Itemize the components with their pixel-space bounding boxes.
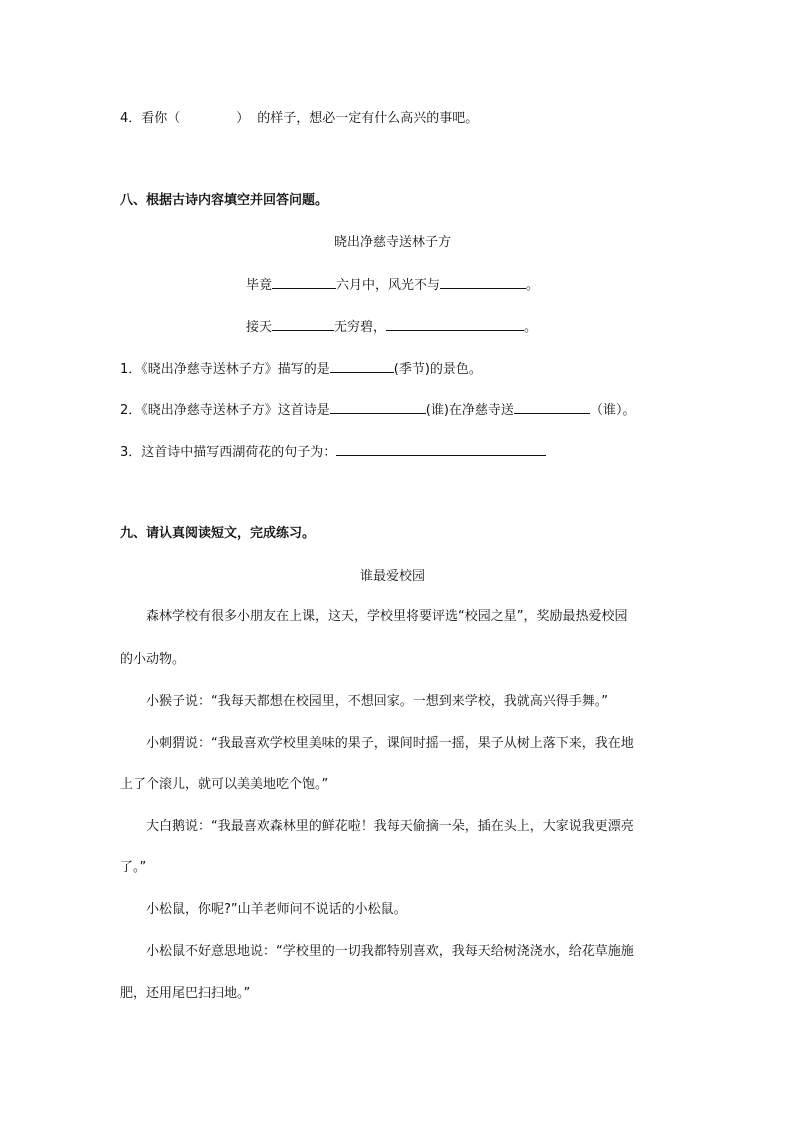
poem-line-2 <box>246 318 537 337</box>
q2-text-b: (谁)在净慈寺送 <box>425 403 514 418</box>
poem-line-1-end: 。 <box>526 278 540 293</box>
section-8-heading: 八、根据古诗内容填空并回答问题。 <box>120 193 329 208</box>
poem-line-2-b: 无穷碧， <box>334 320 387 335</box>
q1-text-b: (季节)的景色。 <box>393 362 482 377</box>
poem-title: 晓出净慈寺送林子方 <box>334 235 452 250</box>
q4-suffix: 的样子，想必一定有什么高兴的事吧。 <box>257 111 479 126</box>
q2-text-a: 2．《晓出净慈寺送林子方》这首诗是 <box>120 403 330 418</box>
story-p6-line2: 肥，还用尾巴扫扫地。” <box>120 986 251 1001</box>
q1-text-a: 1．《晓出净慈寺送林子方》描写的是 <box>120 362 330 377</box>
poem-line-2-a: 接天 <box>246 320 273 335</box>
blank-q2a[interactable] <box>330 401 426 414</box>
poem-line-1 <box>246 276 539 295</box>
story-p4-line2: 了。” <box>120 860 147 875</box>
story-p2: 小猴子说：“我每天都想在校园里，不想回家。一想到来学校，我就高兴得手舞。” <box>146 694 608 709</box>
q3-text-a: 3．这首诗中描写西湖荷花的句子为： <box>120 445 337 460</box>
blank-poem-2a[interactable] <box>272 318 334 331</box>
poem-line-1-b: 六月中，风光不与 <box>336 278 441 293</box>
q2-text-c: （谁）。 <box>589 403 636 418</box>
section-8-q2 <box>120 401 635 420</box>
story-p4-line1: 大白鹅说：“我最喜欢森林里的鲜花啦！我每天偷摘一朵，插在头上，大家说我更漂亮 <box>146 819 634 834</box>
blank-q3[interactable] <box>336 443 546 456</box>
story-title: 谁最爱校园 <box>360 569 426 584</box>
q4-close: ） <box>236 111 250 126</box>
blank-q2b[interactable] <box>514 401 590 414</box>
story-p3-line1: 小刺猬说：“我最喜欢学校里美味的果子，课间时摇一摇，果子从树上落下来，我在地 <box>146 736 634 751</box>
blank-poem-1a[interactable] <box>272 276 336 289</box>
q4-prefix: 4．看你（ <box>120 111 181 126</box>
question-4 <box>120 110 478 128</box>
story-p1-line2: 的小动物。 <box>120 652 186 667</box>
poem-line-1-a: 毕竟 <box>246 278 273 293</box>
story-p1-line1: 森林学校有很多小朋友在上课，这天，学校里将要评选“校园之星”，奖励最热爱校园 <box>146 609 628 624</box>
blank-poem-2b[interactable] <box>386 318 524 331</box>
section-9-heading: 九、请认真阅读短文，完成练习。 <box>120 526 316 541</box>
section-8-q3 <box>120 443 546 462</box>
section-8-q1 <box>120 360 482 379</box>
blank-q1[interactable] <box>330 360 394 373</box>
story-p6-line1: 小松鼠不好意思地说：“学校里的一切我都特别喜欢，我每天给树浇浇水，给花草施施 <box>146 944 634 959</box>
blank-poem-1b[interactable] <box>440 276 526 289</box>
poem-line-2-end: 。 <box>524 320 538 335</box>
story-p5: 小松鼠，你呢?”山羊老师问不说话的小松鼠。 <box>146 902 407 917</box>
story-p3-line2: 上了个滚儿，就可以美美地吃个饱。” <box>120 777 329 792</box>
